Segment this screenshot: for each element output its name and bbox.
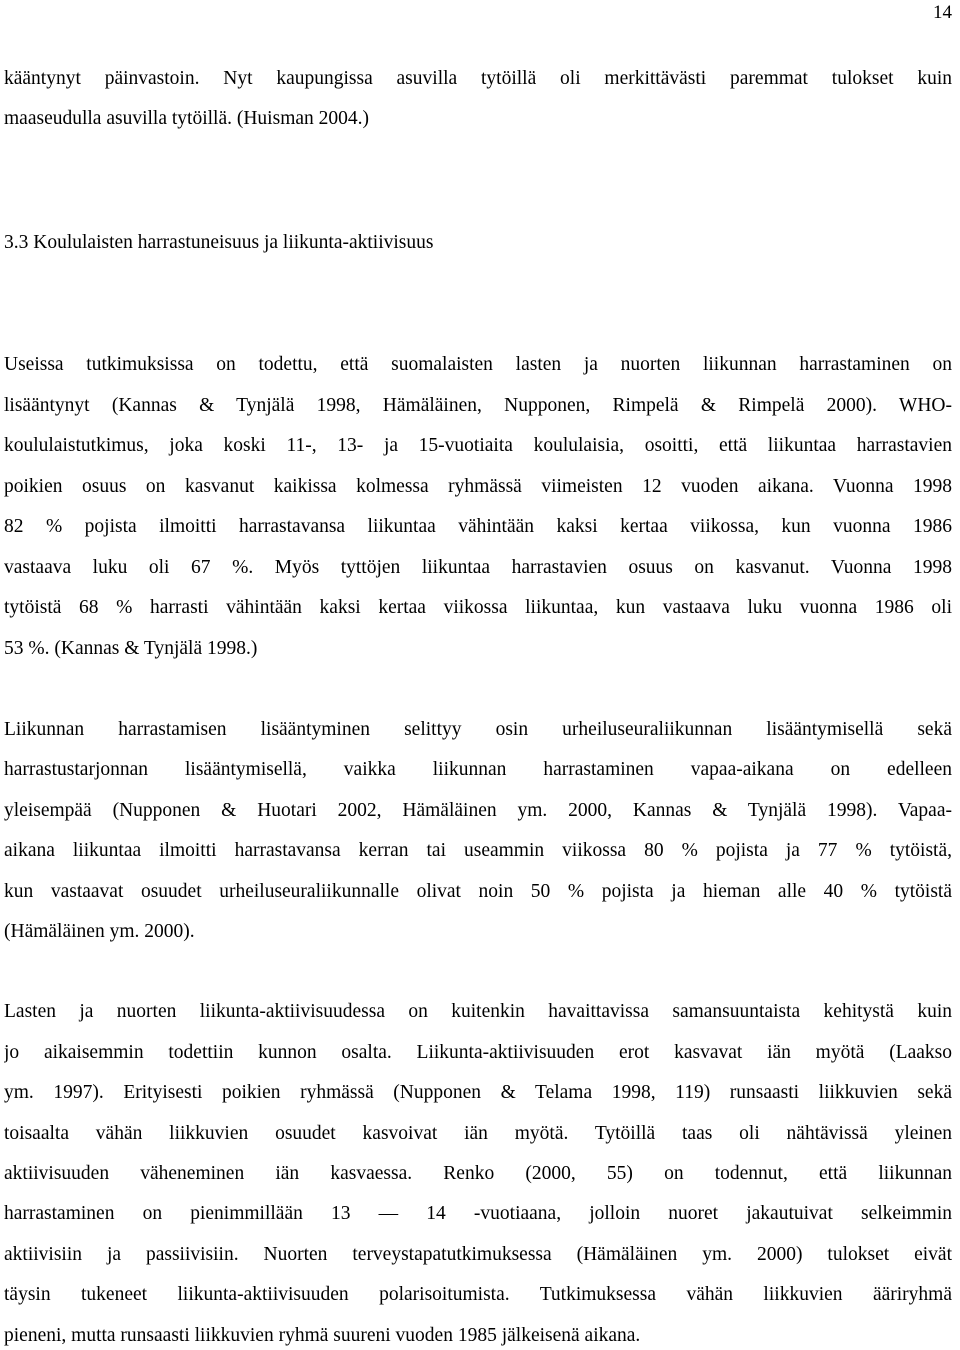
text-line: ym. 1997). Erityisesti poikien ryhmässä (Nupponen & Telama 1998, 119) runsaasti liikkuvien sekä	[4, 1082, 952, 1103]
text-line: täysin tukeneet liikunta-aktiivisuuden polarisoitumista. Tutkimuksessa vähän liikkuvien ääriryhmä	[4, 1284, 952, 1305]
text-line: poikien osuus on kasvanut kaikissa kolmessa ryhmässä viimeisten 12 vuoden aikana. Vuonna 1998	[4, 476, 952, 497]
text-line: lisääntynyt (Kannas & Tynjälä 1998, Hämäläinen, Nupponen, Rimpelä & Rimpelä 2000). WHO-	[4, 395, 952, 416]
text-line: Lasten ja nuorten liikunta-aktiivisuudessa on kuitenkin havaittavissa samansuuntaista kehitystä kuin	[4, 1001, 952, 1022]
section-heading: 3.3 Koululaisten harrastuneisuus ja liikunta-aktiivisuus	[4, 232, 434, 253]
text-line: pieneni, mutta runsaasti liikkuvien ryhmä suureni vuoden 1985 jälkeisenä aikana.	[4, 1325, 641, 1346]
page-number: 14	[933, 2, 952, 23]
text-line: aktiivisuuden väheneminen iän kasvaessa. Renko (2000, 55) on todennut, että liikunnan	[4, 1163, 952, 1184]
text-line: vastaava luku oli 67 %. Myös tyttöjen liikuntaa harrastavien osuus on kasvanut. Vuonna 1998	[4, 557, 952, 578]
text-line: (Hämäläinen ym. 2000).	[4, 921, 195, 942]
text-line: kääntynyt päinvastoin. Nyt kaupungissa asuvilla tytöillä oli merkittävästi paremmat tulokset kuin	[4, 68, 952, 89]
text-line: yleisempää (Nupponen & Huotari 2002, Hämäläinen ym. 2000, Kannas & Tynjälä 1998). Vapaa-	[4, 800, 952, 821]
text-line: aktiivisiin ja passiivisiin. Nuorten terveystapatutkimuksessa (Hämäläinen ym. 2000) tulokset eivät	[4, 1244, 952, 1265]
text-line: 53 %. (Kannas & Tynjälä 1998.)	[4, 638, 258, 659]
text-line: maaseudulla asuvilla tytöillä. (Huisman 2004.)	[4, 108, 370, 129]
text-line: 82 % pojista ilmoitti harrastavansa liikuntaa vähintään kaksi kertaa viikossa, kun vuonna 1986	[4, 516, 952, 537]
text-line: koululaistutkimus, joka koski 11-, 13- ja 15-vuotiaita koululaisia, osoitti, että liikuntaa harrastavien	[4, 435, 952, 456]
text-line: Liikunnan harrastamisen lisääntyminen selittyy osin urheiluseuraliikunnan lisääntymisellä sekä	[4, 719, 952, 740]
text-line: toisaalta vähän liikkuvien osuudet kasvoivat iän myötä. Tytöillä taas oli nähtävissä yleinen	[4, 1123, 952, 1144]
text-line: tytöistä 68 % harrasti vähintään kaksi kertaa viikossa liikuntaa, kun vastaava luku vuonna 1986 oli	[4, 597, 952, 618]
text-line: kun vastaavat osuudet urheiluseuraliikunnalle olivat noin 50 % pojista ja hieman alle 40 % tytöistä	[4, 881, 952, 902]
text-line: Useissa tutkimuksissa on todettu, että suomalaisten lasten ja nuorten liikunnan harrastaminen on	[4, 354, 952, 375]
text-line: aikana liikuntaa ilmoitti harrastavansa kerran tai useammin viikossa 80 % pojista ja 77 % tytöistä,	[4, 840, 952, 861]
text-line: harrastaminen on pienimmillään 13 — 14 -vuotiaana, jolloin nuoret jakautuivat selkeimmin	[4, 1203, 952, 1224]
text-line: jo aikaisemmin todettiin kunnon osalta. Liikunta-aktiivisuuden erot kasvavat iän myötä (Laakso	[4, 1042, 952, 1063]
text-line: harrastustarjonnan lisääntymisellä, vaikka liikunnan harrastaminen vapaa-aikana on edelleen	[4, 759, 952, 780]
